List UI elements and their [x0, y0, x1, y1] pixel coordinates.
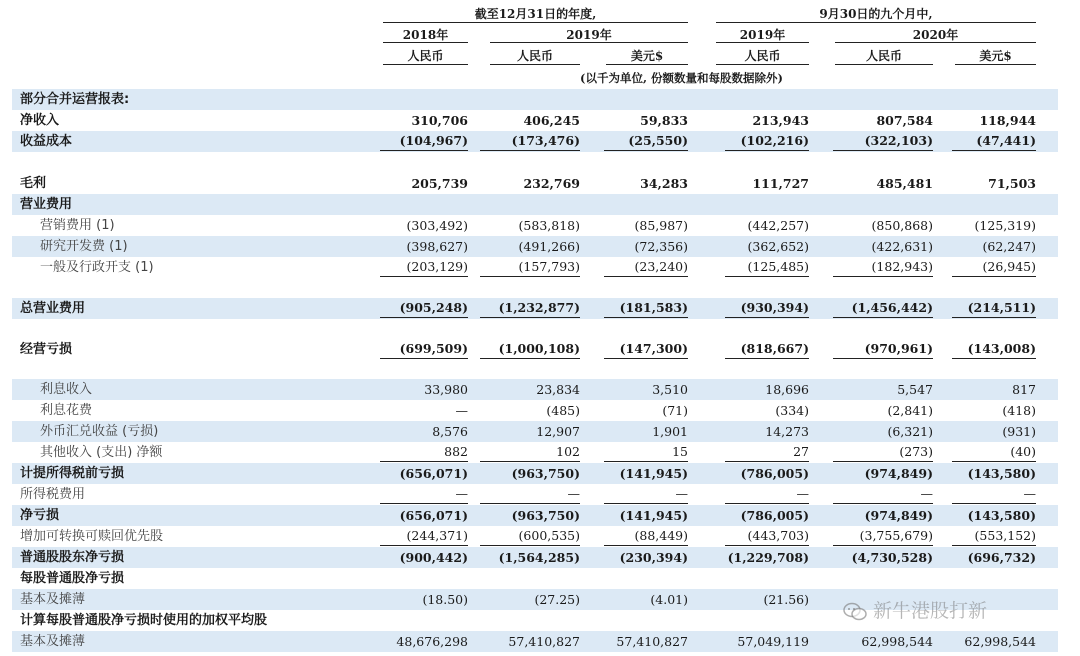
table-row	[12, 236, 1058, 257]
table-cell: (422,631)	[871, 239, 933, 254]
table-row	[12, 194, 1058, 215]
table-cell: (182,943)	[833, 258, 933, 277]
header-rule	[606, 64, 688, 65]
row-label: 部分合并运营报表:	[20, 92, 130, 107]
table-cell: 213,943	[752, 113, 809, 128]
table-cell: 14,273	[765, 424, 809, 439]
row-label: 计提所得税前亏损	[20, 466, 125, 481]
table-row	[12, 526, 1058, 547]
year-2019-nine: 2019年	[739, 28, 786, 42]
table-cell: 34,283	[640, 176, 688, 191]
year-2018: 2018年	[402, 28, 449, 42]
currency-header: 人民币	[516, 49, 553, 63]
row-label: 利息收入	[40, 382, 93, 397]
header-rule	[835, 42, 1036, 43]
table-cell: (21.56)	[763, 592, 809, 607]
table-cell: (442,257)	[747, 218, 809, 233]
row-label: 外币汇兑收益 (亏损)	[40, 424, 159, 439]
row-label: 所得税费用	[20, 487, 86, 502]
period-header-nine-months: 9月30日的九个月中,	[819, 7, 933, 21]
table-row	[12, 110, 1058, 131]
table-cell: (1,000,108)	[480, 340, 580, 359]
header-rule	[716, 22, 1036, 23]
row-label: 普通股股东净亏损	[20, 550, 125, 565]
row-label: 营业费用	[20, 197, 73, 212]
table-cell: 882	[380, 443, 468, 462]
table-cell: 27	[725, 443, 809, 462]
row-label: 一般及行政开支 (1)	[40, 260, 154, 275]
table-cell: (322,103)	[833, 132, 933, 151]
table-cell: (88,449)	[604, 527, 688, 546]
table-cell: —	[725, 485, 809, 504]
table-cell: 118,944	[979, 113, 1036, 128]
table-cell: (303,492)	[406, 218, 468, 233]
row-label: 净亏损	[20, 508, 60, 523]
table-cell: (244,371)	[380, 527, 468, 546]
table-cell: (600,535)	[480, 527, 580, 546]
row-label: 总营业费用	[20, 301, 86, 316]
row-label: 其他收入 (支出) 净额	[40, 445, 163, 460]
table-cell: 232,769	[523, 176, 580, 191]
row-label: 经营亏损	[20, 342, 73, 357]
table-cell: 406,245	[523, 113, 580, 128]
row-label: 计算每股普通股净亏损时使用的加权平均股	[20, 613, 268, 628]
table-cell: (491,266)	[518, 239, 580, 254]
period-header-year: 截至12月31日的年度,	[474, 7, 597, 21]
table-cell: (157,793)	[480, 258, 580, 277]
table-cell: (6,321)	[887, 424, 933, 439]
table-cell: (26,945)	[952, 258, 1036, 277]
table-cell: 1,901	[652, 424, 688, 439]
table-cell: 12,907	[536, 424, 580, 439]
wechat-icon	[843, 602, 867, 622]
table-row	[12, 505, 1058, 526]
table-cell: (4,730,528)	[851, 550, 933, 565]
table-cell: (104,967)	[380, 132, 468, 151]
header-rule	[490, 42, 688, 43]
table-cell: 5,547	[897, 382, 933, 397]
table-row	[12, 173, 1058, 194]
table-cell: (696,732)	[967, 550, 1036, 565]
table-cell: 15	[604, 443, 688, 462]
table-cell: (141,945)	[619, 508, 688, 523]
table-cell: 111,727	[752, 176, 809, 191]
currency-header: 美元$	[979, 49, 1012, 63]
table-cell: (850,868)	[871, 218, 933, 233]
table-cell: 33,980	[424, 382, 468, 397]
row-label: 研究开发费 (1)	[40, 239, 128, 254]
header-rule	[716, 64, 809, 65]
table-cell: (147,300)	[604, 340, 688, 359]
table-cell: 57,410,827	[508, 634, 580, 649]
table-row	[12, 131, 1058, 152]
table-cell: —	[480, 485, 580, 504]
table-cell: 310,706	[411, 113, 468, 128]
table-cell: —	[455, 403, 468, 418]
header-rule	[383, 42, 468, 43]
table-cell: 18,696	[765, 382, 809, 397]
table-cell: 57,049,119	[737, 634, 809, 649]
table-cell: (25,550)	[604, 132, 688, 151]
row-label: 基本及摊薄	[20, 634, 86, 649]
currency-header: 人民币	[407, 49, 444, 63]
table-row	[12, 442, 1058, 463]
table-cell: (786,005)	[740, 466, 809, 481]
table-cell: (656,071)	[399, 508, 468, 523]
table-cell: (818,667)	[725, 340, 809, 359]
header-rule	[383, 64, 468, 65]
table-cell: (40)	[952, 443, 1036, 462]
table-cell: (125,485)	[725, 258, 809, 277]
table-cell: (963,750)	[511, 508, 580, 523]
table-cell: (930,394)	[725, 299, 809, 318]
watermark	[843, 596, 987, 623]
currency-header: 人民币	[744, 49, 781, 63]
row-label: 增加可转换可赎回优先股	[20, 529, 164, 544]
table-cell: 62,998,544	[964, 634, 1036, 649]
header-rule	[490, 64, 580, 65]
table-cell: (203,129)	[380, 258, 468, 277]
table-cell: 807,584	[876, 113, 933, 128]
table-row	[12, 421, 1058, 442]
table-cell: (905,248)	[380, 299, 468, 318]
header-rule	[716, 42, 809, 43]
table-cell: (71)	[662, 403, 688, 418]
watermark-text: 新牛港股打新	[873, 600, 988, 622]
table-cell: (974,849)	[864, 508, 933, 523]
table-cell: (900,442)	[399, 550, 468, 565]
table-cell: (931)	[1002, 424, 1036, 439]
table-cell: (72,356)	[634, 239, 688, 254]
table-cell: 8,576	[432, 424, 468, 439]
table-cell: (1,456,442)	[833, 299, 933, 318]
currency-header: 人民币	[865, 49, 902, 63]
table-cell: (963,750)	[511, 466, 580, 481]
table-cell: (1,229,708)	[727, 550, 809, 565]
table-cell: 62,998,544	[861, 634, 933, 649]
year-2019: 2019年	[566, 28, 612, 42]
table-cell: (786,005)	[740, 508, 809, 523]
table-cell: (1,564,285)	[498, 550, 580, 565]
table-row	[12, 298, 1058, 319]
table-cell: (102,216)	[725, 132, 809, 151]
table-cell: (181,583)	[604, 299, 688, 318]
table-cell: (27.25)	[534, 592, 580, 607]
table-row	[12, 379, 1058, 400]
table-cell: (230,394)	[619, 550, 688, 565]
table-row	[12, 568, 1058, 589]
table-row	[12, 215, 1058, 236]
table-cell: (173,476)	[480, 132, 580, 151]
table-cell: (214,511)	[952, 299, 1036, 318]
table-cell: 48,676,298	[396, 634, 468, 649]
currency-header: 美元$	[630, 49, 664, 63]
table-cell: (2,841)	[887, 403, 933, 418]
row-label: 收益成本	[20, 134, 73, 149]
table-cell: (85,987)	[634, 218, 688, 233]
table-cell: —	[604, 485, 688, 504]
table-cell: (583,818)	[518, 218, 580, 233]
table-row	[12, 89, 1058, 110]
table-cell: (47,441)	[952, 132, 1036, 151]
table-row	[12, 339, 1058, 360]
table-row	[12, 631, 1058, 652]
table-cell: 71,503	[988, 176, 1036, 191]
table-row	[12, 463, 1058, 484]
table-row	[12, 547, 1058, 568]
header-rule	[955, 64, 1036, 65]
table-cell: 102	[480, 443, 580, 462]
table-cell: (141,945)	[619, 466, 688, 481]
row-label: 每股普通股净亏损	[20, 571, 125, 586]
table-cell: (334)	[775, 403, 809, 418]
table-row	[12, 257, 1058, 278]
table-cell: (699,509)	[380, 340, 468, 359]
table-cell: 57,410,827	[616, 634, 688, 649]
table-cell: (443,703)	[725, 527, 809, 546]
row-label: 营销费用 (1)	[40, 218, 115, 233]
header-rule	[383, 22, 688, 23]
table-cell: (18.50)	[422, 592, 468, 607]
table-cell: 23,834	[536, 382, 580, 397]
table-cell: (125,319)	[974, 218, 1036, 233]
table-cell: (418)	[1002, 403, 1036, 418]
table-cell: —	[833, 485, 933, 504]
table-cell: 817	[1012, 382, 1036, 397]
year-2020: 2020年	[912, 28, 959, 42]
table-cell: (485)	[546, 403, 580, 418]
table-cell: —	[952, 485, 1036, 504]
table-cell: (3,755,679)	[833, 527, 933, 546]
table-cell: (362,652)	[747, 239, 809, 254]
table-cell: (974,849)	[864, 466, 933, 481]
table-cell: 3,510	[652, 382, 688, 397]
table-cell: (62,247)	[982, 239, 1036, 254]
table-cell: (4.01)	[650, 592, 688, 607]
row-label: 净收入	[20, 113, 60, 128]
table-cell: (143,580)	[967, 466, 1036, 481]
table-cell: (143,580)	[967, 508, 1036, 523]
unit-note: (以千为单位, 份额数量和每股数据除外)	[580, 71, 783, 85]
table-cell: (273)	[833, 443, 933, 462]
table-cell: (656,071)	[399, 466, 468, 481]
header-rule	[835, 64, 933, 65]
table-cell: (23,240)	[604, 258, 688, 277]
row-label: 基本及摊薄	[20, 592, 86, 607]
table-row	[12, 400, 1058, 421]
table-cell: (143,008)	[952, 340, 1036, 359]
table-cell: (553,152)	[952, 527, 1036, 546]
table-row	[12, 484, 1058, 505]
table-cell: (970,961)	[833, 340, 933, 359]
table-cell: —	[380, 485, 468, 504]
table-cell: (398,627)	[406, 239, 468, 254]
row-label: 利息花费	[40, 403, 93, 418]
table-cell: 205,739	[411, 176, 468, 191]
row-label: 毛利	[20, 176, 47, 191]
table-cell: (1,232,877)	[480, 299, 580, 318]
table-cell: 59,833	[640, 113, 688, 128]
table-cell: 485,481	[876, 176, 933, 191]
